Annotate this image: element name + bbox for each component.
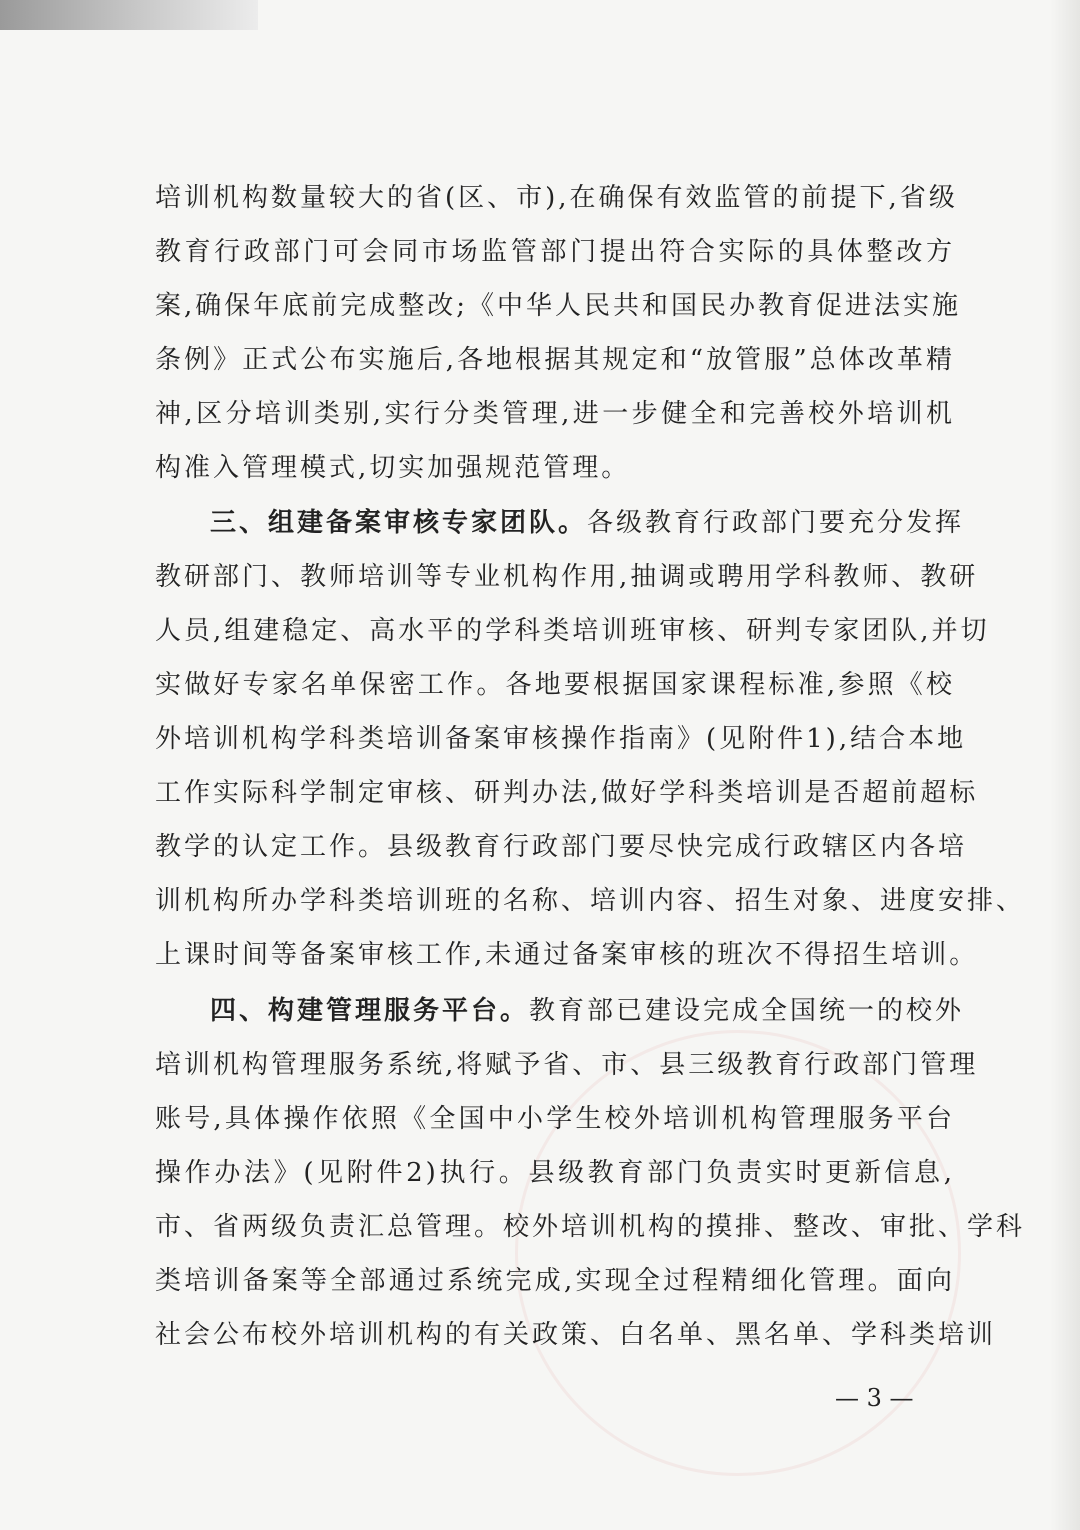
paragraph-2-line-3: 人员,组建稳定、高水平的学科类培训班审核、研判专家团队,并切 [155,616,990,646]
section-3-heading: 三、组建备案审核专家团队。 [210,508,588,538]
paragraph-3-line-1-text: 教育部已建设完成全国统一的校外 [529,996,965,1026]
paragraph-2-line-7: 教学的认定工作。县级教育行政部门要尽快完成行政辖区内各培 [155,832,968,862]
page-number: — 3 — [835,1384,914,1412]
paragraph-3-line-2: 培训机构管理服务系统,将赋予省、市、县三级教育行政部门管理 [155,1050,979,1080]
paragraph-2-line-1-text: 各级教育行政部门要充分发挥 [587,508,965,538]
paragraph-3-line-1 [210,985,965,1037]
paragraph-1-line-1: 培训机构数量较大的省(区、市),在确保有效监管的前提下,省级 [155,183,958,213]
paragraph-2-line-6: 工作实际科学制定审核、研判办法,做好学科类培训是否超前超标 [155,778,979,808]
paragraph-2-line-1 [210,497,965,549]
paragraph-2-line-9: 上课时间等备案审核工作,未通过备案审核的班次不得招生培训。 [155,940,979,970]
paragraph-3-line-4: 操作办法》(见附件2)执行。县级教育部门负责实时更新信息, [155,1158,955,1188]
paragraph-1-line-6: 构准入管理模式,切实加强规范管理。 [155,453,631,483]
paragraph-3-line-7: 社会公布校外培训机构的有关政策、白名单、黑名单、学科类培训 [155,1320,997,1350]
paragraph-2-line-8: 训机构所办学科类培训班的名称、培训内容、招生对象、进度安排、 [155,886,1026,916]
paragraph-3-line-5: 市、省两级负责汇总管理。校外培训机构的摸排、整改、审批、学科 [155,1212,1026,1242]
paragraph-1-line-5: 神,区分培训类别,实行分类管理,进一步健全和完善校外培训机 [155,399,955,429]
paragraph-3-line-6: 类培训备案等全部通过系统完成,实现全过程精细化管理。面向 [155,1266,955,1296]
paragraph-2-line-4: 实做好专家名单保密工作。各地要根据国家课程标准,参照《校 [155,670,955,700]
paragraph-2-line-2: 教研部门、教师培训等专业机构作用,抽调或聘用学科教师、教研 [155,562,979,592]
section-4-heading: 四、构建管理服务平台。 [210,996,530,1026]
paragraph-1-line-2: 教育行政部门可会同市场监管部门提出符合实际的具体整改方 [155,237,955,267]
paragraph-1-line-4: 条例》正式公布实施后,各地根据其规定和“放管服”总体改革精 [155,345,955,375]
paragraph-3-line-3: 账号,具体操作依照《全国中小学生校外培训机构管理服务平台 [155,1104,955,1134]
paragraph-2-line-5: 外培训机构学科类培训备案审核操作指南》(见附件1),结合本地 [155,724,967,754]
paragraph-1-line-3: 案,确保年底前完成整改;《中华人民共和国民办教育促进法实施 [155,291,962,321]
